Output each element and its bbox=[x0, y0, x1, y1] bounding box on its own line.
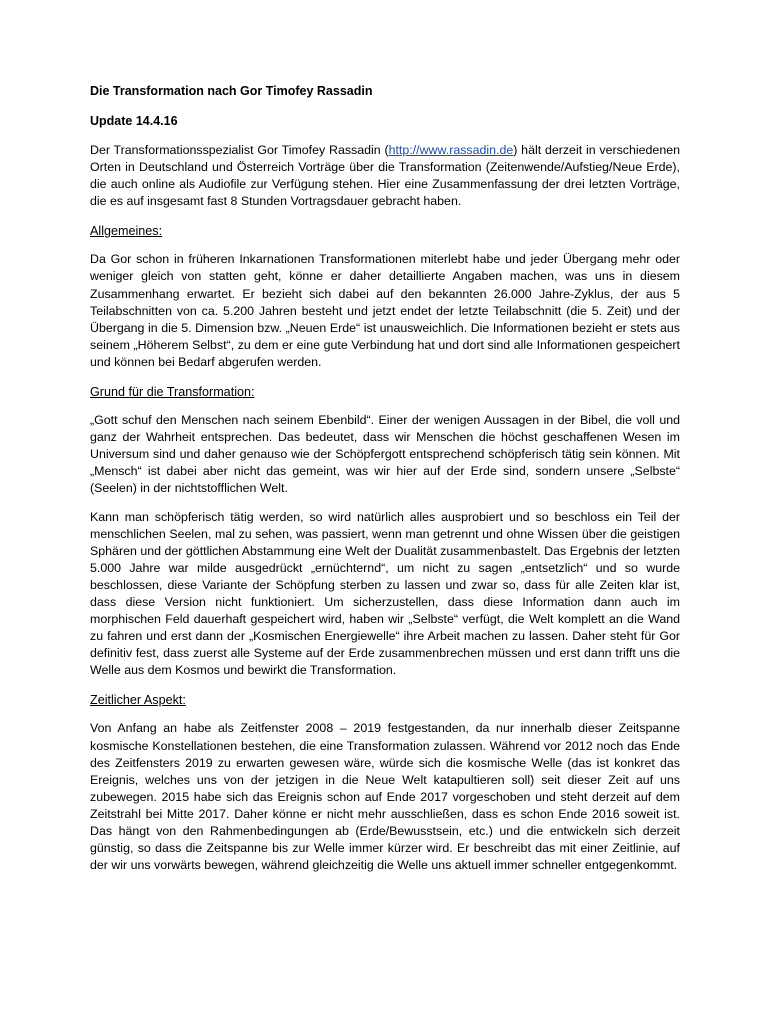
paragraph-grund-2: Kann man schöpferisch tätig werden, so wird natürlich alles ausprobiert und so beschloss ein Teil der menschlichen Seelen, mal zu sehen, was passiert, wenn man getrennt und ohne Wissen über die geistigen Sphären und der göttlichen Abstammung eine Welt der Dualität zusammenbastelt. Das Ergebnis der letzten 5.000 Jahre war milde ausgedrückt „ernüchternd“, um nicht zu sagen „entsetzlich“ und so wurde beschlossen, diese Variante der Schöpfung sterben zu lassen und zwar so, dass für alle Zeiten klar ist, dass diese Version nicht funktioniert. Um sicherzustellen, dass diese Information dann auch im morphischen Feld dauerhaft gespeichert wird, haben wir „Selbste“ verfügt, die Welt komplett an die Wand zu fahren und erst dann der „Kosmischen Energiewelle“ ihre Arbeit machen zu lassen. Daher steht für Gor definitiv fest, dass zuerst alle Systeme auf der Erde zusammenbrechen müssen und erst dann trifft uns die Welle aus dem Kosmos und bewirkt die Transformation. bbox=[90, 509, 680, 678]
update-date: Update 14.4.16 bbox=[90, 114, 178, 128]
paragraph-zeitlicher-aspekt: Von Anfang an habe als Zeitfenster 2008 – 2019 festgestanden, da nur innerhalb dieser Zeitspanne kosmische Konstellationen bestehen, die eine Transformation zulassen. Während vor 2012 noch das Ende des Zeitfensters 2019 zu erwarten gewesen wäre, würde sich die kosmische Welle (das ist konkret das Ereignis, welches uns von der jetzigen in die Neue Welt katapultieren soll) seit dieser Zeit auf uns zubewegen. 2015 habe sich das Ereignis schon auf Ende 2017 vorgeschoben und steht derzeit auf dem Zeitstrahl bei Mitte 2017. Daher könne er nicht mehr ausschließen, dass es schon Ende 2016 soweit ist. Das hängt von den Rahmenbedingungen ab (Erde/Bewusstsein, etc.) und die entwickeln sich derzeit günstig, so dass die Zeitspanne bis zur Welle immer kürzer wird. Er beschreibt das mit einer Zeitlinie, auf der wir uns vorwärts bewegen, während gleichzeitig die Welle uns aktuell immer schneller entgegenkommt. bbox=[90, 721, 680, 873]
intro-paragraph bbox=[90, 142, 680, 210]
document-title: Die Transformation nach Gor Timofey Rassadin bbox=[90, 84, 373, 98]
heading-zeitlicher-aspekt: Zeitlicher Aspekt: bbox=[90, 693, 186, 708]
heading-grund: Grund für die Transformation: bbox=[90, 385, 255, 400]
rassadin-website-link[interactable]: http://www.rassadin.de bbox=[388, 143, 514, 157]
paragraph-grund-1: „Gott schuf den Menschen nach seinem Ebenbild“. Einer der wenigen Aussagen in der Bibel, die voll und ganz der Wahrheit entsprechen. Das bedeutet, dass wir Menschen die höchst geschaffenen Wesen im Universum sind und daher genauso wie der Schöpfergott entsprechend schöpferisch tätig sein können. Mit „Mensch“ ist dabei aber nicht das gemeint, was wir hier auf der Erde sind, sondern unsere „Selbste“ (Seelen) in der nichtstofflichen Welt. bbox=[90, 413, 680, 496]
intro-text-before: Der Transformationsspezialist Gor Timofey Rassadin ( bbox=[90, 143, 389, 157]
intro-text-after: ) hält derzeit in verschiedenen Orten in Deutschland und Österreich Vorträge über die Transformation (Zeitenwende/Aufstieg/Neue Erde), die auch online als Audiofile zur Verfügung stehen. Hier eine Zusammenfassung der drei letzten Vorträge, die es auf insgesamt fast 8 Stunden Vortragsdauer gebracht haben. bbox=[90, 143, 680, 209]
heading-allgemeines: Allgemeines: bbox=[90, 224, 163, 239]
paragraph-allgemeines: Da Gor schon in früheren Inkarnationen Transformationen miterlebt habe und jeder Übergang mehr oder weniger gleich von statten geht, könne er daher detaillierte Angaben machen, was uns in diesem Zusammenhang erwartet. Er bezieht sich dabei auf den bekannten 26.000 Jahre-Zyklus, der aus 5 Teilabschnitten von ca. 5.200 Jahren besteht und jetzt endet der letzte Teilabschnitt (die 5. Zeit) und der Übergang in die 5. Dimension bzw. „Neuen Erde“ ist unausweichlich. Die Informationen bezieht er stets aus seinem „Höherem Selbst“, zu dem er eine gute Verbindung hat und dort sind alle Informationen gespeichert und können bei Bedarf abgerufen werden. bbox=[90, 252, 680, 369]
